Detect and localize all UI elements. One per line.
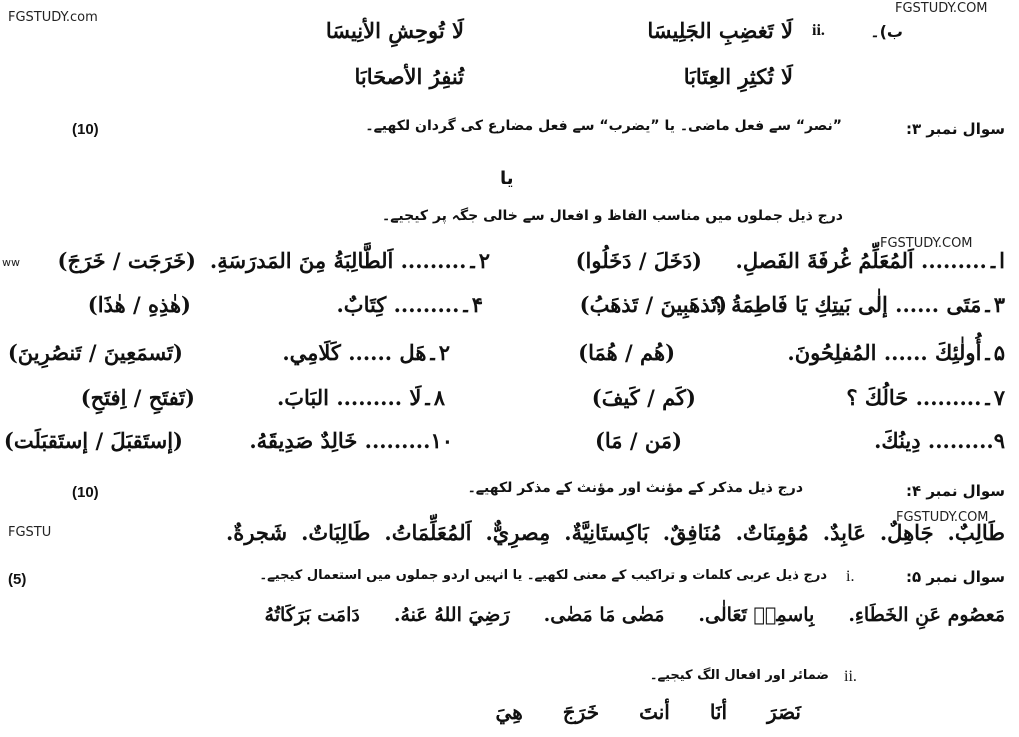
fill-options: (مَن / مَا) [594, 428, 682, 453]
fill-options: (كَم / كَيفَ) [591, 385, 696, 410]
fill-options: (إستَقبَلَ / إستَقبَلَت) [3, 428, 183, 453]
q5-phrase-list [265, 604, 1005, 626]
fill-sentence: ۹......... دِينُكَ. [874, 428, 1005, 453]
fill-sentence: ۱۰......... خَالِدٌ صَدِيقَهُ. [249, 428, 453, 453]
poem-line-1-left: لَا تُوحِشِ الأنِيسَا [325, 18, 464, 43]
poem-line-1-right: لَا تَغضِبِ الجَلِيسَا [647, 18, 793, 43]
q4-word: اَلمُعَلِّمَاتُ. [384, 520, 472, 545]
q5-phrase: مَضٰى مَا مَضٰى. [543, 604, 665, 626]
q5-i-text: درج ذیل عربی کلمات و تراکیب کے معنی لکھیے۔ یا انہیں اردو جملوں میں استعمال کیجیے۔ [259, 568, 827, 583]
fill-options: (دَخَلَ / دَخَلُوا) [575, 248, 702, 273]
fill-options: (خَرَجَت / خَرَجَ) [57, 248, 196, 273]
fill-sentence: ا۔......... اَلمُعَلِّمُ غُرفَةَ الفَصلِ. [735, 248, 1005, 273]
q4-word: شَجرةٌ. [226, 520, 288, 545]
fill-options: (تَسمَعِينَ / تَنصُرِينَ) [7, 340, 183, 365]
q5-phrase: دَامَت بَرَكَاتُهُ [264, 604, 360, 626]
q4-word: طَالِبٌ. [947, 520, 1005, 545]
fill-options: (تَفتَحِ / اِفتَحِ) [80, 385, 195, 410]
q5-ii-word: هِيَ [495, 700, 523, 724]
q4-word-list [226, 520, 1005, 545]
fill-options: (هٰذِهِ / هٰذَا) [87, 292, 191, 317]
fill-sentence: ۷۔......... حَالُكَ ؟ [846, 385, 1005, 410]
q5-phrase: مَعصُوم عَنِ الخَطَاءِ. [848, 604, 1005, 626]
q5-label: سوال نمبر ۵: [905, 568, 1005, 586]
fill-sentence: ۳۔مَتَى ...... إلٰى بَيتِكِ يَا فَاطِمَةُ ؟ [712, 292, 1005, 317]
q4-word: طَالِبَاتٌ. [301, 520, 371, 545]
q3-label: سوال نمبر ۳: [905, 120, 1005, 138]
q4-marks: (10) [72, 484, 99, 501]
q4-text: درج ذیل مذکر کے مؤنث اور مؤنث کے مذکر لکھیے۔ [467, 480, 803, 496]
q4-label: سوال نمبر ۴: [905, 482, 1005, 500]
part-b-label: ب)۔ [870, 22, 903, 41]
q4-word: مُنَافِقٌ. [662, 520, 722, 545]
q5-ii-word: نَصَرَ [767, 700, 801, 724]
q5-ii-number: ii. [844, 668, 857, 685]
q4-word: جَاهِلٌ. [879, 520, 934, 545]
q5-ii-word: خَرَجَ [562, 700, 600, 724]
q5-marks: (5) [8, 571, 27, 588]
watermark: FGSTUDY.com [8, 10, 98, 25]
q5-ii-text: ضمائر اور افعال الگ کیجیے۔ [649, 668, 829, 683]
q4-word: بَاكِستَانِيَّةٌ. [564, 520, 649, 545]
q5-ii-word: أنَا [709, 700, 728, 724]
fill-sentence: ۴۔......... كِتَابٌ. [336, 292, 483, 317]
poem-line-2-right: لَا تُكثِرِ العِتَابَا [683, 64, 793, 89]
poem-line-2-left: تُنفِرُ الأصحَابَا [354, 64, 464, 89]
q4-word: مِصرِيٌّ. [485, 520, 551, 545]
watermark: FGSTUDY.COM [896, 510, 989, 525]
q3-or: یا [500, 168, 514, 189]
fill-sentence: ۸۔لَا ......... البَابَ. [276, 385, 445, 410]
q3-marks: (10) [72, 121, 99, 138]
q5-i-number: i. [846, 568, 855, 585]
watermark: FGSTU [8, 525, 52, 540]
fill-options: (تَذهَبِينَ / تَذهَبُ) [579, 292, 727, 317]
fill-sentence: ۵۔أُولٰئِكَ ...... المُفلِحُونَ. [787, 340, 1005, 365]
q5-phrase: رَضِيَ اللهُ عَنهُ. [393, 604, 510, 626]
watermark: ww [2, 256, 20, 269]
q4-word: مُؤمِنَاتٌ. [735, 520, 809, 545]
q3-text: ”نصر“ سے فعل ماضی۔ یا ”یضرب“ سے فعل مضارع کی گردان لکھیے۔ [365, 118, 842, 134]
fill-sentence: ۲۔هَل ...... كَلَامِي. [282, 340, 450, 365]
q5-ii-word-list [496, 700, 801, 724]
q5-ii-word: أنتَ [639, 700, 670, 724]
fill-sentence: ۲۔......... اَلطَّالِبَةُ مِنَ المَدرَسَةِ. [209, 248, 490, 273]
q5-phrase: بِاسمِهٖ تَعَالٰى. [698, 604, 815, 626]
fill-instruction: درج ذیل جملوں میں مناسب الفاظ و افعال سے خالی جگہ پر کیجیے۔ [382, 208, 843, 224]
watermark: FGSTUDY.COM [880, 236, 973, 251]
fill-options: (هُم / هُمَا) [578, 340, 675, 365]
watermark: FGSTUDY.COM [895, 1, 988, 16]
part-b-number: ii. [812, 22, 825, 39]
q4-word: عَابِدٌ. [822, 520, 866, 545]
